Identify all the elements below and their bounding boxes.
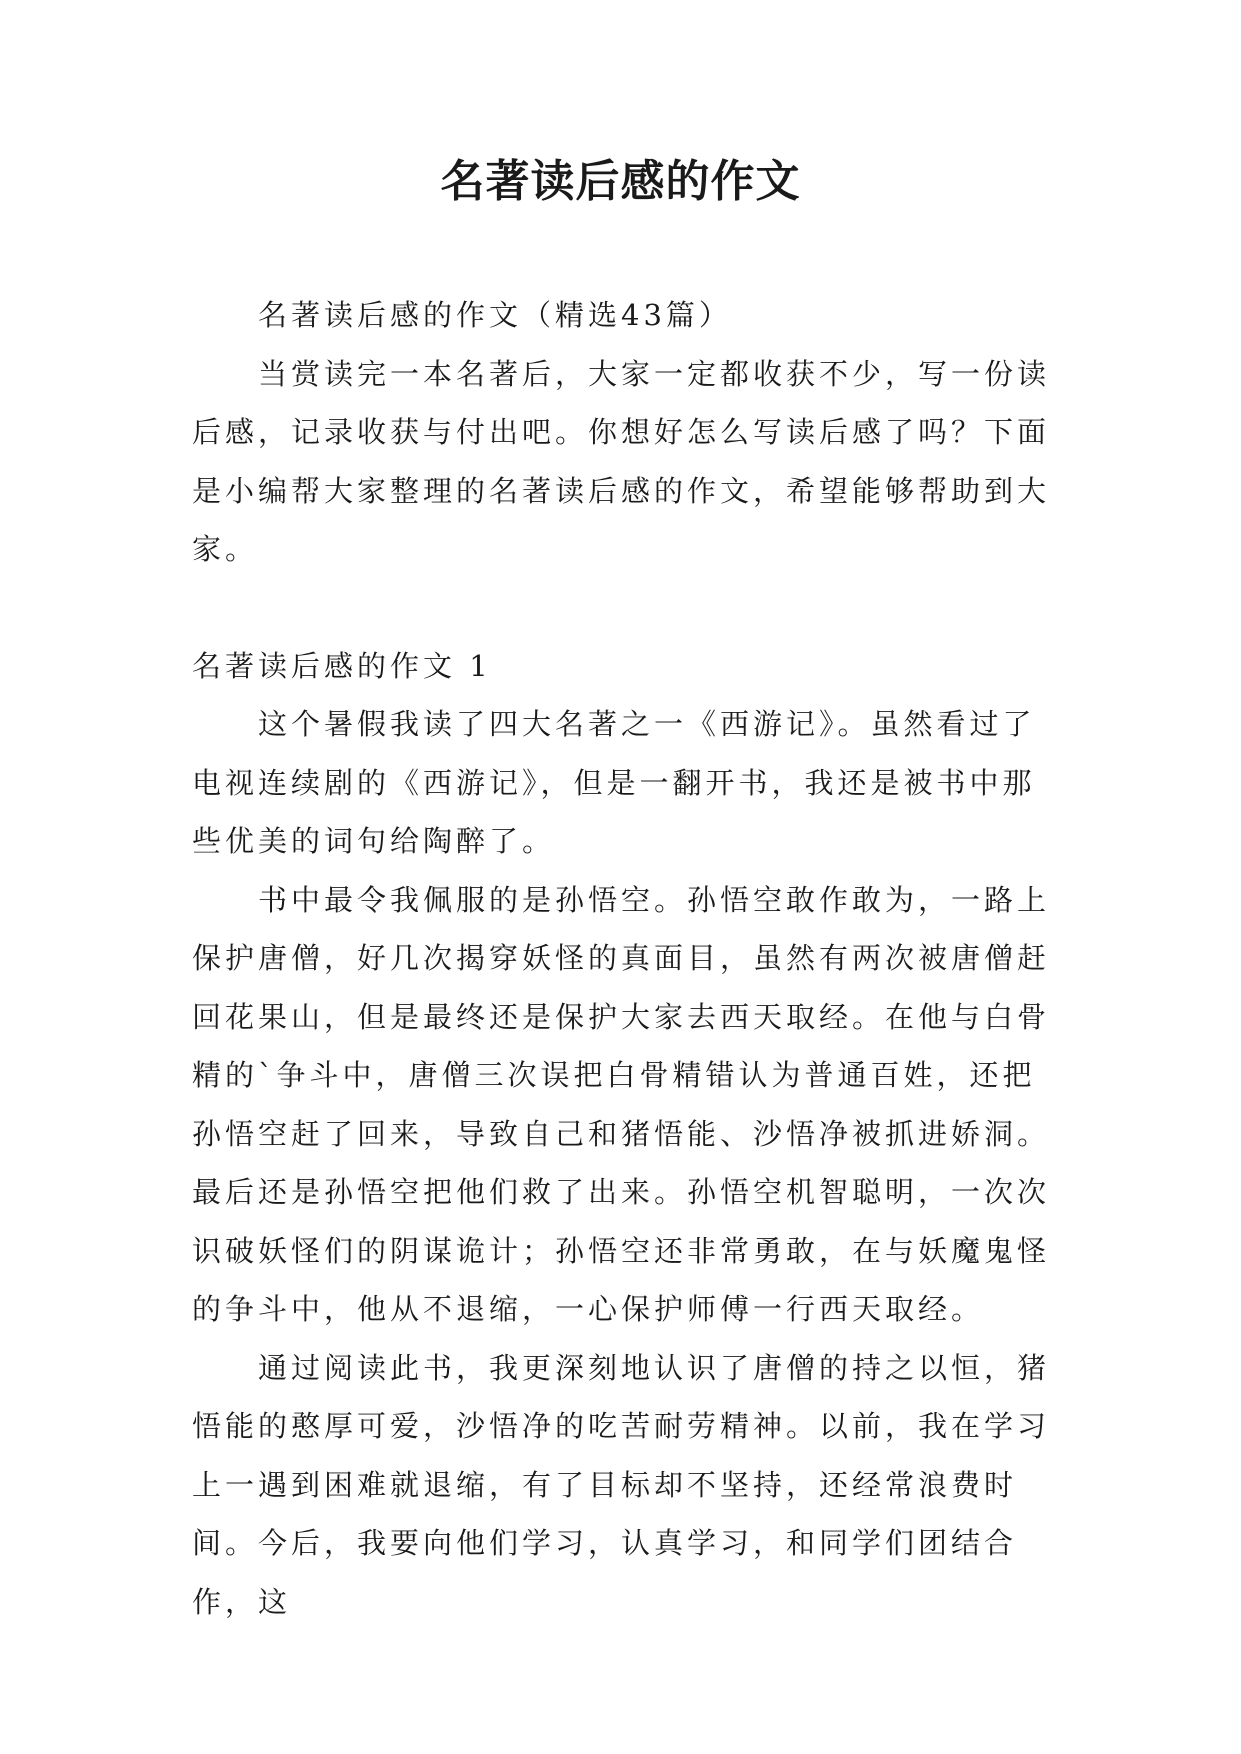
body-paragraph: 通过阅读此书，我更深刻地认识了唐僧的持之以恒，猪悟能的憨厚可爱，沙悟净的吃苦耐劳精神。以前，我在学习上一遇到困难就退缩，有了目标却不坚持，还经常浪费时间。今后，我要向他们学习，认真学习，和同学们团结合作，这 xyxy=(192,1350,1051,1619)
section-heading: 名著读后感的作文 1 xyxy=(192,648,492,683)
body-paragraph: 书中最令我佩服的是孙悟空。孙悟空敢作敢为，一路上保护唐僧，好几次揭穿妖怪的真面目，虽然有两次被唐僧赶回花果山，但是最终还是保护大家去西天取经。在他与白骨精的`争斗中，唐僧三次误把白骨精错认为普通百姓，还把孙悟空赶了回来，导致自己和猪悟能、沙悟净被抓进娇洞。最后还是孙悟空把他们救了出来。孙悟空机智聪明，一次次识破妖怪们的阴谋诡计；孙悟空还非常勇敢，在与妖魔鬼怪的争斗中，他从不退缩，一心保护师傅一行西天取经。 xyxy=(192,882,1051,1326)
document-subtitle: 名著读后感的作文（精选43篇） xyxy=(258,298,732,332)
document-body xyxy=(192,286,1052,1631)
body-paragraph: 这个暑假我读了四大名著之一《西游记》。虽然看过了电视连续剧的《西游记》，但是一翻开书，我还是被书中那些优美的词句给陶醉了。 xyxy=(192,707,1036,858)
intro-paragraph: 当赏读完一本名著后，大家一定都收获不少，写一份读后感，记录收获与付出吧。你想好怎么写读后感了吗？下面是小编帮大家整理的名著读后感的作文，希望能够帮助到大家。 xyxy=(192,356,1051,566)
document-title: 名著读后感的作文 xyxy=(440,156,801,207)
